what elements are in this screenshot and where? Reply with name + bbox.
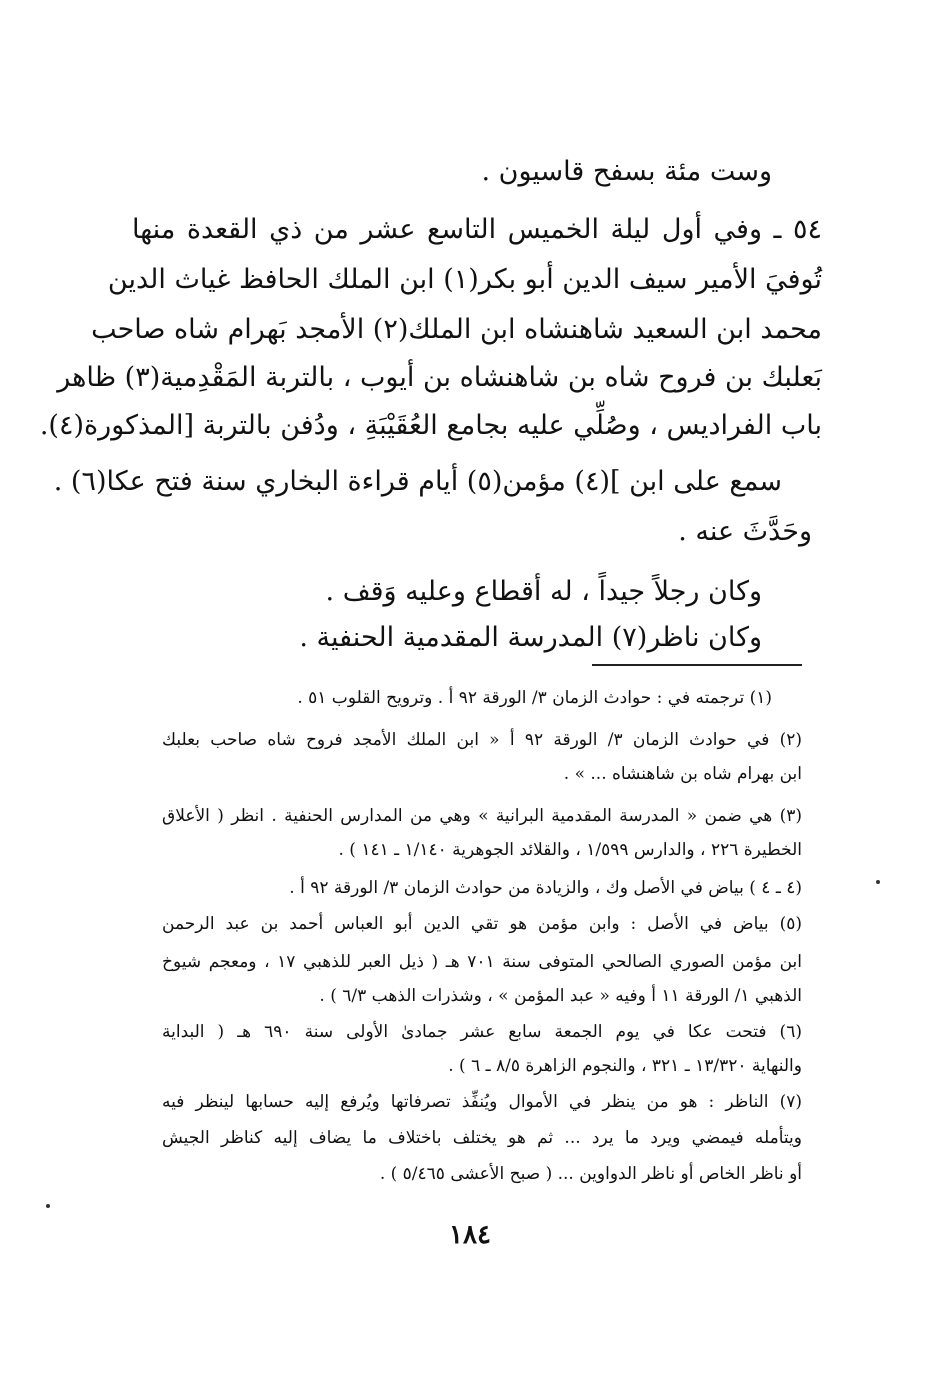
footnote-line-14: أو ناظر الخاص أو ناظر الدواوين ... ( صبح الأعشى ٥/٤٦٥ ) .: [379, 1164, 802, 1184]
main-line-8: وحَدَّثَ عنه .: [678, 516, 812, 547]
main-line-7: سمع على ابن ](٤) مؤمن(٥) أيام قراءة البخاري سنة فتح عكا(٦) .: [53, 466, 782, 497]
footnote-line-8: ابن مؤمن الصوري الصالحي المتوفى سنة ٧٠١ هـ ( ذيل العبر للذهبي ١٧ ، ومعجم شيوخ: [162, 952, 802, 972]
footnote-line-2: (٢) في حوادث الزمان ٣/ الورقة ٩٢ أ « ابن الملك الأمجد فروح شاه صاحب بعلبك: [162, 730, 802, 750]
scan-speck: [46, 1204, 50, 1208]
footnote-line-10: (٦) فتحت عكا في يوم الجمعة سابع عشر جمادىٰ الأولى سنة ٦٩٠ هـ ( البداية: [162, 1022, 802, 1042]
footnote-line-1: (١) ترجمته في : حوادث الزمان ٣/ الورقة ٩٢ أ . وترويح القلوب ٥١ .: [297, 688, 772, 708]
main-line-10: وكان ناظر(٧) المدرسة المقدمية الحنفية .: [299, 622, 762, 653]
footnote-line-3: ابن بهرام شاه بن شاهنشاه ... » .: [563, 764, 802, 784]
main-line-1: وست مئة بسفح قاسيون .: [481, 156, 772, 187]
footnote-line-6: (٤ ـ ٤ ) بياض في الأصل وك ، والزيادة من حوادث الزمان ٣/ الورقة ٩٢ أ .: [289, 878, 802, 898]
main-line-9: وكان رجلاً جيداً ، له أقطاع وعليه وَقف .: [325, 576, 762, 607]
footnote-line-5: الخطيرة ٢٢٦ ، والدارس ١/٥٩٩ ، والقلائد الجوهرية ١/١٤٠ ـ ١٤١ ) .: [338, 840, 802, 860]
footnote-line-13: ويتأمله فيمضي ويرد ما يرد ... ثم هو يختلف باختلاف ما يضاف إليه كناظر الجيش: [162, 1128, 802, 1148]
footnote-line-4: (٣) هي ضمن « المدرسة المقدمية البرانية » وهي من المدارس الحنفية . انظر ( الأعلاق: [162, 806, 802, 826]
scan-speck: [876, 880, 880, 884]
footnote-line-11: والنهاية ١٣/٣٢٠ ـ ٣٢١ ، والنجوم الزاهرة ٨/٥ ـ ٦ ) .: [448, 1056, 802, 1076]
footnote-separator: [592, 664, 802, 666]
main-line-4: محمد ابن السعيد شاهنشاه ابن الملك(٢) الأمجد بَهرام شاه صاحب: [91, 314, 822, 345]
main-line-3: تُوفيَ الأمير سيف الدين أبو بكر(١) ابن الملك الحافظ غياث الدين: [107, 264, 822, 295]
footnote-line-9: الذهبي ١/ الورقة ١١ أ وفيه « عبد المؤمن » ، وشذرات الذهب ٦/٣ ) .: [319, 986, 802, 1006]
main-line-6: باب الفراديس ، وصُلِّي عليه بجامع العُقَيْبَةِ ، ودُفن بالتربة [المذكورة(٤).: [39, 410, 822, 441]
footnote-line-12: (٧) الناظر : هو من ينظر في الأموال ويُنفِّذ تصرفاتها ويُرفع إليه حسابها لينظر فيه: [162, 1092, 802, 1112]
page-number: ١٨٤: [449, 1220, 491, 1250]
footnote-line-7: (٥) بياض في الأصل : وابن مؤمن هو تقي الدين أبو العباس أحمد بن عبد الرحمن: [162, 914, 802, 934]
main-line-2: ٥٤ ـ وفي أول ليلة الخميس التاسع عشر من ذي القعدة منها: [132, 214, 822, 245]
main-line-5: بَعلبك بن فروح شاه بن شاهنشاه بن أيوب ، بالتربة المَقْدِمية(٣) ظاهر: [57, 362, 822, 393]
